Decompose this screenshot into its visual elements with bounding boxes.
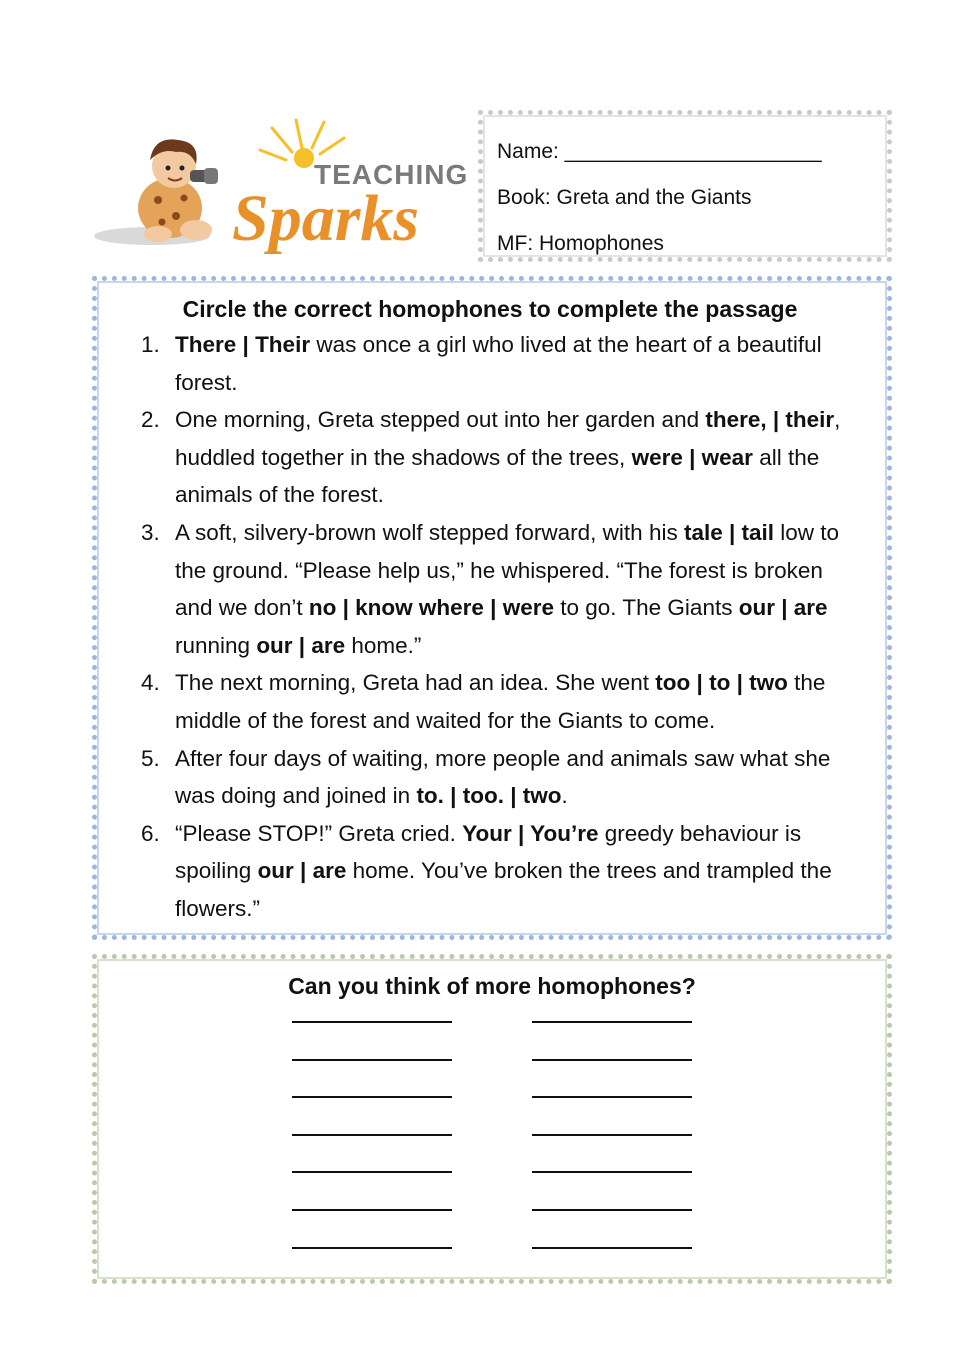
homophone-choice[interactable]: tale | tail [683, 519, 775, 545]
answer-blank-line[interactable] [292, 1021, 452, 1023]
homophone-choice[interactable]: there, | their [705, 407, 835, 433]
more-homophones-title: Can you think of more homophones? [288, 973, 696, 999]
homophone-choice[interactable]: were | wear [631, 444, 753, 470]
answer-blank-line[interactable] [292, 1096, 452, 1098]
answer-blank-line[interactable] [292, 1059, 452, 1061]
item-number: 3. [141, 519, 160, 545]
logo-brand-bottom: Sparks [232, 182, 420, 255]
answer-blank-line[interactable] [532, 1059, 692, 1061]
passage-text: . [561, 783, 568, 809]
passage-list [117, 326, 863, 928]
passage-text: running [175, 632, 257, 658]
passage-text: A soft, silvery-brown wolf stepped forward, with his [175, 519, 684, 545]
passage-text: , huddled together in the shadows of the trees, [175, 407, 841, 470]
passage-text: The next morning, Greta had an idea. She went [175, 670, 656, 696]
answer-blank-line[interactable] [532, 1134, 692, 1136]
passage-text: all the animals of the forest. [175, 444, 820, 508]
passage-text: home.” [345, 632, 422, 658]
homophone-choice[interactable]: too | to | two [655, 670, 788, 696]
passage-item-4 [117, 664, 863, 739]
passage-text: low to the ground. “Please help us,” he whispered. “The forest is broken and we don’t [175, 519, 840, 621]
passage-item-1 [117, 326, 863, 401]
answer-blank-line[interactable] [292, 1134, 452, 1136]
homophone-choice[interactable]: our | are [738, 595, 828, 621]
item-number: 2. [141, 407, 160, 433]
homophone-choice[interactable]: our | are [256, 632, 346, 658]
passage-title: Circle the correct homophones to complete the passage [182, 296, 798, 322]
homophone-choice[interactable]: to. | too. | two [416, 783, 562, 809]
passage-text: “Please STOP!” Greta cried. [175, 820, 463, 846]
passage-item-5 [117, 740, 863, 815]
answer-blank-line[interactable] [532, 1021, 692, 1023]
passage-item-6 [117, 815, 863, 928]
book-title: Book: Greta and the Giants [497, 186, 752, 209]
passage-box [92, 276, 892, 940]
name-field[interactable]: Name: ______________________ [497, 140, 822, 163]
homophone-choice[interactable]: no | know where | were [308, 595, 555, 621]
answer-blank-line[interactable] [292, 1247, 452, 1249]
passage-text: the middle of the forest and waited for the Giants to come. [175, 670, 826, 733]
item-number: 4. [141, 670, 160, 696]
homophone-choice[interactable]: our | are [257, 858, 347, 884]
passage-item-2 [117, 401, 863, 514]
passage-item-3 [117, 514, 863, 664]
passage-text: greedy behaviour is spoiling [175, 820, 802, 884]
passage-text: After four days of waiting, more people and animals saw what she was doing and joined in [175, 745, 831, 809]
item-number: 1. [141, 332, 160, 357]
answer-blank-line[interactable] [532, 1096, 692, 1098]
caveman-mascot-icon [92, 108, 472, 258]
passage-text: One morning, Greta stepped out into her garden and [175, 407, 706, 433]
answer-blank-line[interactable] [532, 1247, 692, 1249]
passage-text: home. You’ve broken the trees and trampled the flowers.” [175, 858, 832, 921]
answer-blank-line[interactable] [292, 1209, 452, 1211]
teaching-sparks-logo [92, 108, 472, 258]
passage-text: was once a girl who lived at the heart of a beautiful forest. [175, 332, 822, 395]
item-number: 5. [141, 745, 160, 771]
homophone-choice[interactable]: Your | You’re [462, 820, 599, 846]
answer-blank-line[interactable] [292, 1171, 452, 1173]
homophone-choice[interactable]: There | Their [175, 332, 311, 357]
focus-topic: MF: Homophones [497, 232, 664, 255]
item-number: 6. [141, 820, 160, 846]
student-info-box [478, 110, 892, 262]
passage-text: to go. The Giants [554, 595, 739, 621]
logo-brand-top: TEACHING [314, 159, 469, 190]
more-homophones-box [92, 954, 892, 1284]
answer-blank-line[interactable] [532, 1171, 692, 1173]
answer-blank-line[interactable] [532, 1209, 692, 1211]
